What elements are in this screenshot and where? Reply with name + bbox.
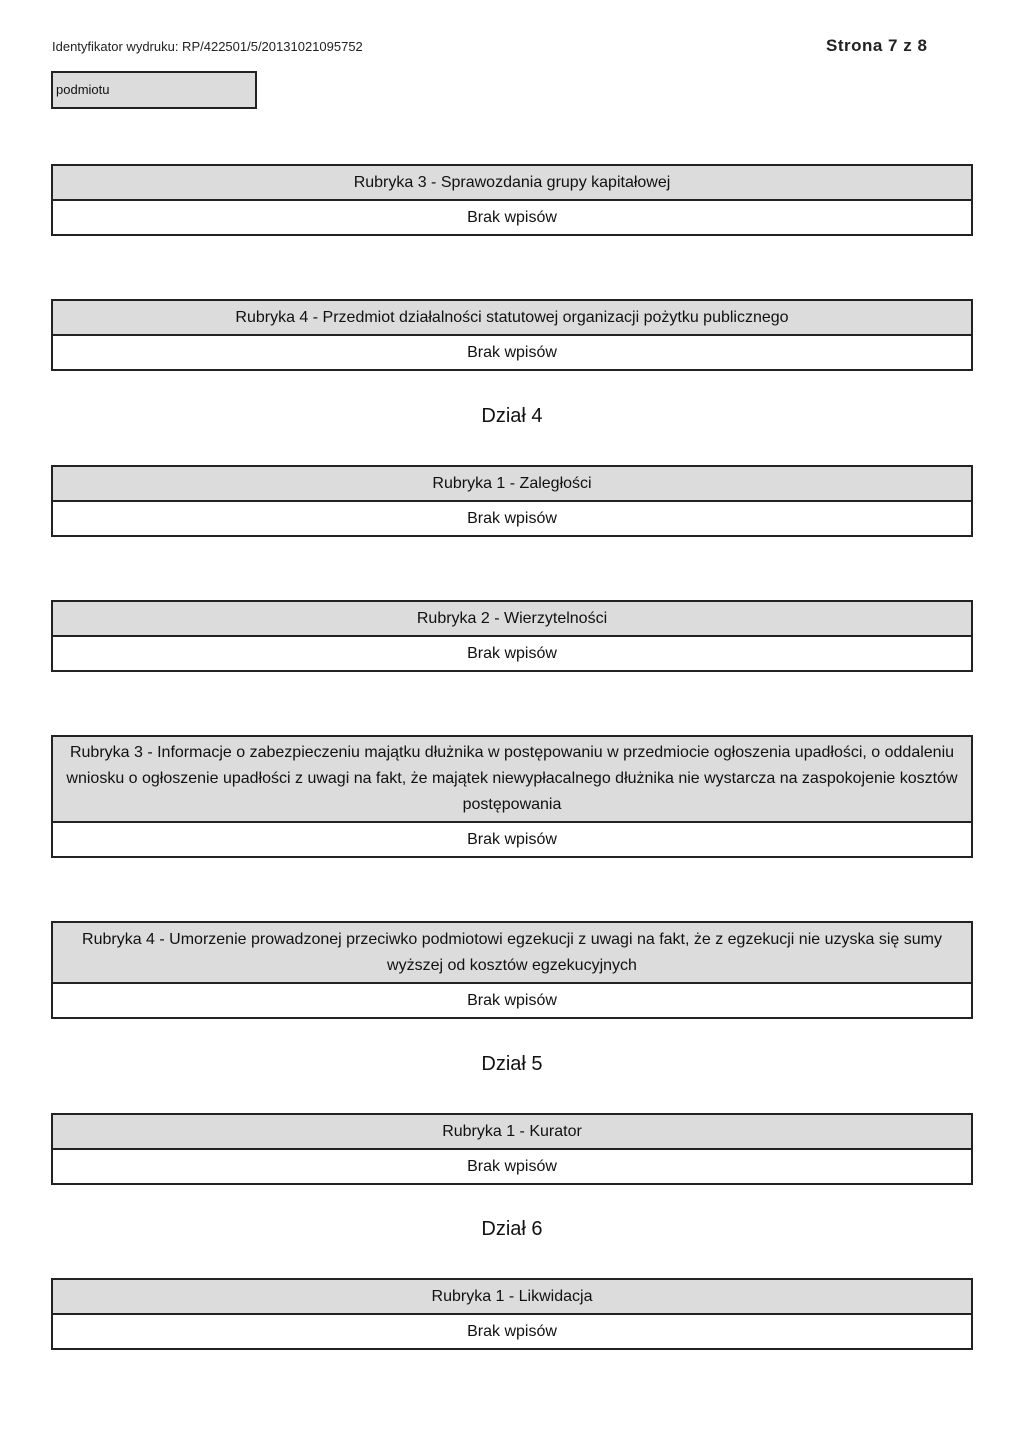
rubryka-zaleglosci xyxy=(51,465,973,537)
rubryka-body: Brak wpisów xyxy=(53,201,971,234)
rubryka-title: Rubryka 2 - Wierzytelności xyxy=(53,602,971,637)
rubryka-title: Rubryka 1 - Zaległości xyxy=(53,467,971,502)
rubryka-title: Rubryka 1 - Likwidacja xyxy=(53,1280,971,1315)
rubryka-kurator xyxy=(51,1113,973,1185)
rubryka-body: Brak wpisów xyxy=(53,1150,971,1183)
rubryka-title: Rubryka 1 - Kurator xyxy=(53,1115,971,1150)
rubryka-przedmiot-dzialalnosci xyxy=(51,299,973,371)
rubryka-body: Brak wpisów xyxy=(53,502,971,535)
rubryka-title: Rubryka 4 - Przedmiot działalności statutowej organizacji pożytku publicznego xyxy=(53,301,971,336)
rubryka-likwidacja xyxy=(51,1278,973,1350)
rubryka-title: Rubryka 3 - Informacje o zabezpieczeniu majątku dłużnika w postępowaniu w przedmiocie ogłoszenia upadłości, o oddaleniu wniosku o ogłoszenie upadłości z uwagi na fakt, że majątek niewypłacalnego dłużnika nie wystarcza na zaspokojenie kosztów postępowania xyxy=(53,737,971,823)
continued-cell: podmiotu xyxy=(51,71,257,109)
rubryka-body: Brak wpisów xyxy=(53,336,971,369)
print-identifier: Identyfikator wydruku: RP/422501/5/20131021095752 xyxy=(52,39,363,54)
rubryka-zabezpieczenie-majatku xyxy=(51,735,973,858)
rubryka-title: Rubryka 3 - Sprawozdania grupy kapitałowej xyxy=(53,166,971,201)
rubryka-wierzytelnosci xyxy=(51,600,973,672)
rubryka-body: Brak wpisów xyxy=(53,1315,971,1348)
rubryka-body: Brak wpisów xyxy=(53,823,971,856)
rubryka-body: Brak wpisów xyxy=(53,637,971,670)
section-heading-dzial-6: Dział 6 xyxy=(481,1218,543,1240)
rubryka-body: Brak wpisów xyxy=(53,984,971,1017)
section-heading-dzial-5: Dział 5 xyxy=(481,1053,543,1075)
section-heading-dzial-4: Dział 4 xyxy=(481,405,543,427)
rubryka-sprawozdania xyxy=(51,164,973,236)
rubryka-umorzenie-egzekucji xyxy=(51,921,973,1019)
rubryka-title: Rubryka 4 - Umorzenie prowadzonej przeciwko podmiotowi egzekucji z uwagi na fakt, że z egzekucji nie uzyska się sumy wyższej od kosztów egzekucyjnych xyxy=(53,923,971,984)
page-number: Strona 7 z 8 xyxy=(826,36,928,55)
